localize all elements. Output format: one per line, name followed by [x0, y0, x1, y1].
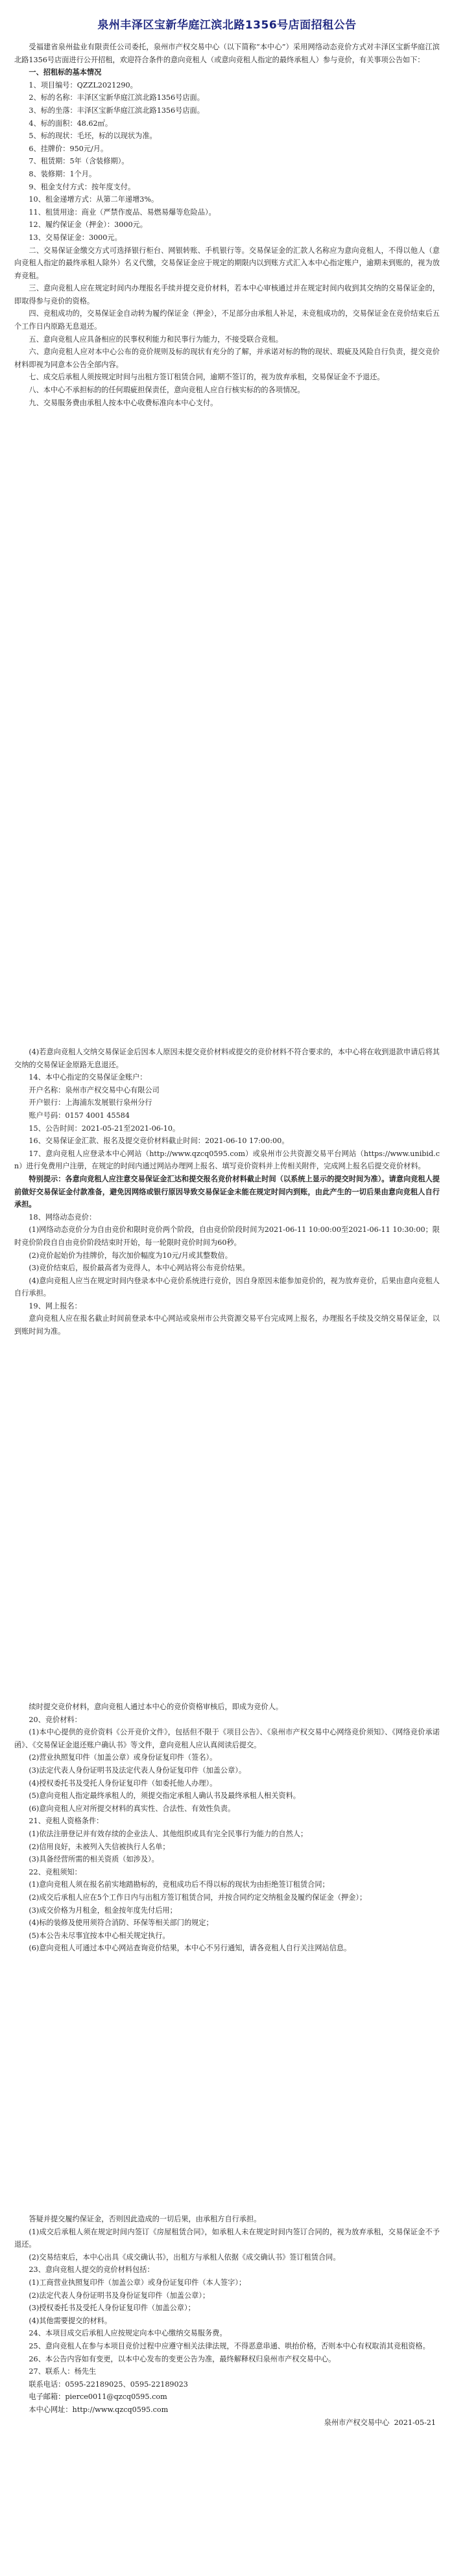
paragraph: 6、挂牌价：950元/月。: [29, 144, 108, 153]
paragraph: 九、交易服务费由承租人按本中心收费标准向本中心支付。: [29, 398, 218, 407]
paragraph: (4)若意向竞租人交纳交易保证金后因本人原因未提交竞价材料或提交的竞价材料不符合要求的，本中心将在收到退款申请后将其交纳的交易保证金原路无息退还。: [14, 1048, 440, 1069]
website-link[interactable]: 本中心网址：http://www.qzcq0595.com: [29, 2405, 169, 2414]
paragraph: (3)竞价结束后，报价最高者为竞得人，本中心网站将公布竞价结果。: [29, 1264, 250, 1273]
paragraph: 19、网上报名：: [29, 1301, 82, 1310]
paragraph: 9、租金支付方式：按年度支付。: [29, 182, 136, 191]
paragraph: (3)授权委托书及受托人身份证复印件（加盖公章）；: [29, 2304, 195, 2313]
paragraph: 23、意向竞租人提交的竞价材料包括：: [29, 2265, 154, 2275]
paragraph: 2、标的名称：丰泽区宝新华庭江滨北路1356号店面。: [29, 93, 204, 102]
paragraph: 13、交易保证金：3000元。: [29, 233, 122, 242]
paragraph: 20、竞价材料：: [29, 1715, 82, 1724]
special-notice: 特别提示：各意向竞租人应注意交易保证金汇达和提交报名竞价材料截止时间（以系统上显示的提交时间为准）。请意向竞租人提前做好交易保证金付款准备，避免因网络或银行原因导致交易保证金未能在规定时间内到账，由此产生的一切后果由意向竞租人自行承担。: [14, 1174, 440, 1209]
paragraph: 4、标的面积：48.62㎡。: [29, 119, 113, 128]
paragraph: 15、公告时间：2021-05-21至2021-06-10。: [29, 1124, 180, 1133]
contact-phone: 联系电话：0595-22189025、0595-22189023: [29, 2380, 188, 2389]
paragraph: (6)意向竞租人应对所提交材料的真实性、合法性、有效性负责。: [29, 1804, 235, 1813]
paragraph: 25、意向竞租人在参与本项目竞价过程中应遵守相关法律法规，不得恶意串通、哄抬价格，否则本中心有权取消其竞租资格。: [29, 2341, 430, 2350]
paragraph: 12、履约保证金（押金）：3000元。: [29, 220, 147, 230]
paragraph: 17、意向竞租人应登录本中心网站（http://www.qzcq0595.com）或泉州市公共资源交易平台网站（https://www.unibid.cn）进行免费用户注册，在规定的时间内通过网站办理网上报名、填写竞价资料并上传相关附件，完成网上报名后提交竞价材料。: [14, 1149, 440, 1171]
paragraph: (4)意向竞租人应当在规定时间内登录本中心竞价系统进行竞价，因自身原因未能参加竞价的，视为放弃竞价，后果由意向竞租人自行承担。: [14, 1276, 440, 1298]
contact-person: 27、联系人：杨先生: [29, 2367, 97, 2376]
paragraph: (2)竞价起始价为挂牌价，每次加价幅度为10元/月或其整数倍。: [29, 1251, 232, 1260]
paragraph: (1)意向竞租人须在报名前实地踏勘标的，竞租成功后不得以标的现状为由拒绝签订租赁合同；: [29, 1880, 329, 1889]
announcement-section-1: [14, 41, 440, 741]
paragraph: 开户银行：上海浦东发展银行泉州分行: [29, 1098, 152, 1107]
footer-date: 2021-05-21: [394, 2418, 436, 2427]
paragraph: (4)授权委托书及受托人身份证复印件（如委托他人办理）。: [29, 1778, 217, 1788]
paragraph: 五、意向竞租人应具备相应的民事权利能力和民事行为能力，不接受联合竞租。: [29, 335, 283, 344]
paragraph: 受福建省泉州盐业有限责任公司委托，泉州市产权交易中心（以下简称“本中心”）采用网络动态竞价方式对丰泽区宝新华庭江滨北路1356号店面进行公开招租，欢迎符合条件的意向竞租人（或意向竞租人指定的最终承租人）参与竞价，有关事项公告如下：: [14, 43, 440, 64]
paragraph: (2)法定代表人身份证明书及身份证复印件（加盖公章）；: [29, 2291, 210, 2300]
paragraph: (5)本公告未尽事宜按本中心相关规定执行。: [29, 1931, 170, 1940]
paragraph: 18、网络动态竞价：: [29, 1212, 97, 1222]
paragraph: 账户号码：0157 4001 45584: [29, 1111, 130, 1120]
paragraph: (2)交易结束后，本中心出具《成交确认书》，出租方与承租人依据《成交确认书》签订租赁合同。: [29, 2252, 340, 2262]
paragraph: 16、交易保证金汇款、报名及提交竞价材料截止时间：2021-06-10 17:00:00。: [29, 1137, 289, 1146]
paragraph: (3)成交价格为月租金，租金按年度先付后用；: [29, 1906, 177, 1915]
paragraph: 七、成交后承租人须按规定时间与出租方签订租赁合同，逾期不签订的，视为放弃承租，交易保证金不予退还。: [29, 373, 385, 382]
paragraph: 26、本公告内容如有变更，以本中心发布的变更公告为准，最终解释权归泉州市产权交易中心。: [29, 2354, 336, 2363]
paragraph: (5)意向竞租人指定最终承租人的，须提交指定承租人确认书及最终承租人相关资料。: [29, 1791, 300, 1801]
paragraph: 11、租赁用途：商业（严禁作废品、易燃易爆等危险品）。: [29, 207, 216, 217]
paragraph: (1)网络动态竞价分为自由竞价和限时竞价两个阶段，自由竞价阶段时间为2021-06-11 10:00:00至2021-06-11 10:30:00；限时竞价阶段自自由竞价阶段结束时开始，每一轮限时竞价时间为60秒。: [14, 1225, 440, 1247]
paragraph: 22、竞租须知：: [29, 1867, 82, 1876]
paragraph: (2)信用良好，未被列入失信被执行人名单；: [29, 1842, 170, 1851]
paragraph: 六、意向竞租人应对本中心公布的竞价规则及标的现状有充分的了解，并承诺对标的物的现状、瑕疵及风险自行负责，提交竞价材料即视为同意本公告全部内容。: [14, 348, 440, 369]
paragraph: 24、本项目成交后承租人应按规定向本中心缴纳交易服务费。: [29, 2329, 227, 2338]
contact-email: 电子邮箱：pierce0011@qzcq0595.com: [29, 2393, 167, 2402]
paragraph: (1)本中心提供的竞价资料《公开竞价文件》，包括但不限于《项目公告》、《泉州市产权交易中心网络竞价须知》、《网络竞价承诺函》、《交易保证金退还账户确认书》等文件，意向竞租人应认真阅读后提交。: [14, 1728, 440, 1749]
paragraph: 10、租金递增方式：从第二年递增3%。: [29, 195, 159, 204]
heading: 一、招租标的基本情况: [29, 67, 102, 77]
paragraph: 开户名称：泉州市产权交易中心有限公司: [29, 1085, 160, 1094]
paragraph: (3)法定代表人身份证明书及法定代表人身份证复印件（加盖公章）。: [29, 1766, 246, 1775]
paragraph: 1、项目编号：QZZL2021290。: [29, 80, 137, 89]
paragraph: (3)具备经营所需的相关资质（如涉及）。: [29, 1855, 159, 1864]
paragraph: (2)营业执照复印件（加盖公章）或身份证复印件（签名）。: [29, 1753, 217, 1762]
paragraph: (1)成交后承租人须在规定时间内签订《房屋租赁合同》，如承租人未在规定时间内签订合同的，视为放弃承租，交易保证金不予退还。: [14, 2227, 440, 2249]
announcement-section-4: [14, 2213, 440, 2576]
paragraph: 四、竞租成功的，交易保证金自动转为履约保证金（押金），不足部分由承租人补足，未竞租成功的，交易保证金在竞价结束后五个工作日内原路无息退还。: [14, 309, 440, 331]
paragraph: (4)标的装修及使用须符合消防、环保等相关部门的规定；: [29, 1919, 213, 1928]
paragraph: 14、本中心指定的交易保证金账户：: [29, 1073, 147, 1082]
blank-space: [14, 1539, 440, 1701]
paragraph: (4)其他需要提交的材料。: [29, 2316, 112, 2325]
paragraph: (1)工商营业执照复印件（加盖公章）或身份证复印件（本人签字）；: [29, 2278, 246, 2287]
paragraph: 意向竞租人应在报名截止时间前登录本中心网站或泉州市公共资源交易平台完成网上报名，办理报名手续及交纳交易保证金，以到账时间为准。: [14, 1314, 440, 1336]
footer-signature: [14, 2416, 440, 2429]
paragraph: 续时提交竞价材料，意向竞租人通过本中心的竞价资格审核后，即成为竞价人。: [29, 1703, 283, 1711]
paragraph: 7、租赁期：5年（含装修期）。: [29, 157, 129, 166]
blank-space: [14, 2122, 440, 2213]
paragraph: 21、竞租人资格条件：: [29, 1817, 104, 1826]
paragraph: 3、标的坐落：丰泽区宝新华庭江滨北路1356号店面。: [29, 106, 204, 115]
paragraph: 8、装修期：1个月。: [29, 169, 97, 178]
footer-org: 泉州市产权交易中心: [324, 2418, 390, 2427]
blank-space: [14, 741, 440, 1046]
paragraph: (1)依法注册登记并有效存续的企业法人、其他组织或具有完全民事行为能力的自然人；: [29, 1829, 308, 1838]
paragraph: (6)意向竞租人可通过本中心网站查询竞价结果，本中心不另行通知，请各竞租人自行关注网站信息。: [29, 1944, 352, 1953]
paragraph: 5、标的现状：毛坯，标的以现状为准。: [29, 132, 157, 141]
paragraph: 三、意向竞租人应在规定时间内办理报名手续并提交竞价材料，若本中心审核通过并在规定时间内收到其交纳的交易保证金的，即取得参与竞价的资格。: [14, 284, 440, 305]
announcement-section-2: [14, 1046, 440, 1539]
paragraph: 二、交易保证金缴交方式可选择银行柜台、网银转账、手机银行等。交易保证金的汇款人名称应为意向竞租人，不得以他人（意向竞租人指定的最终承租人除外）名义代缴，交易保证金应于规定的期限内以到账方式汇入本中心指定账户，逾期未到账的，视为放弃竞租。: [14, 246, 440, 280]
page-title: 泉州丰泽区宝新华庭江滨北路1356号店面招租公告: [97, 19, 357, 32]
paragraph: (2)成交后承租人应在5个工作日内与出租方签订租赁合同，并按合同约定交纳租金及履约保证金（押金）；: [29, 1893, 367, 1902]
paragraph: 八、本中心不承担标的的任何瑕疵担保责任，意向竞租人应自行核实标的的各项情况。: [29, 386, 305, 395]
announcement-section-3: [14, 1701, 440, 2122]
paragraph: 答疑并提交履约保证金，否则因此造成的一切后果，由承租方自行承担。: [29, 2215, 261, 2223]
